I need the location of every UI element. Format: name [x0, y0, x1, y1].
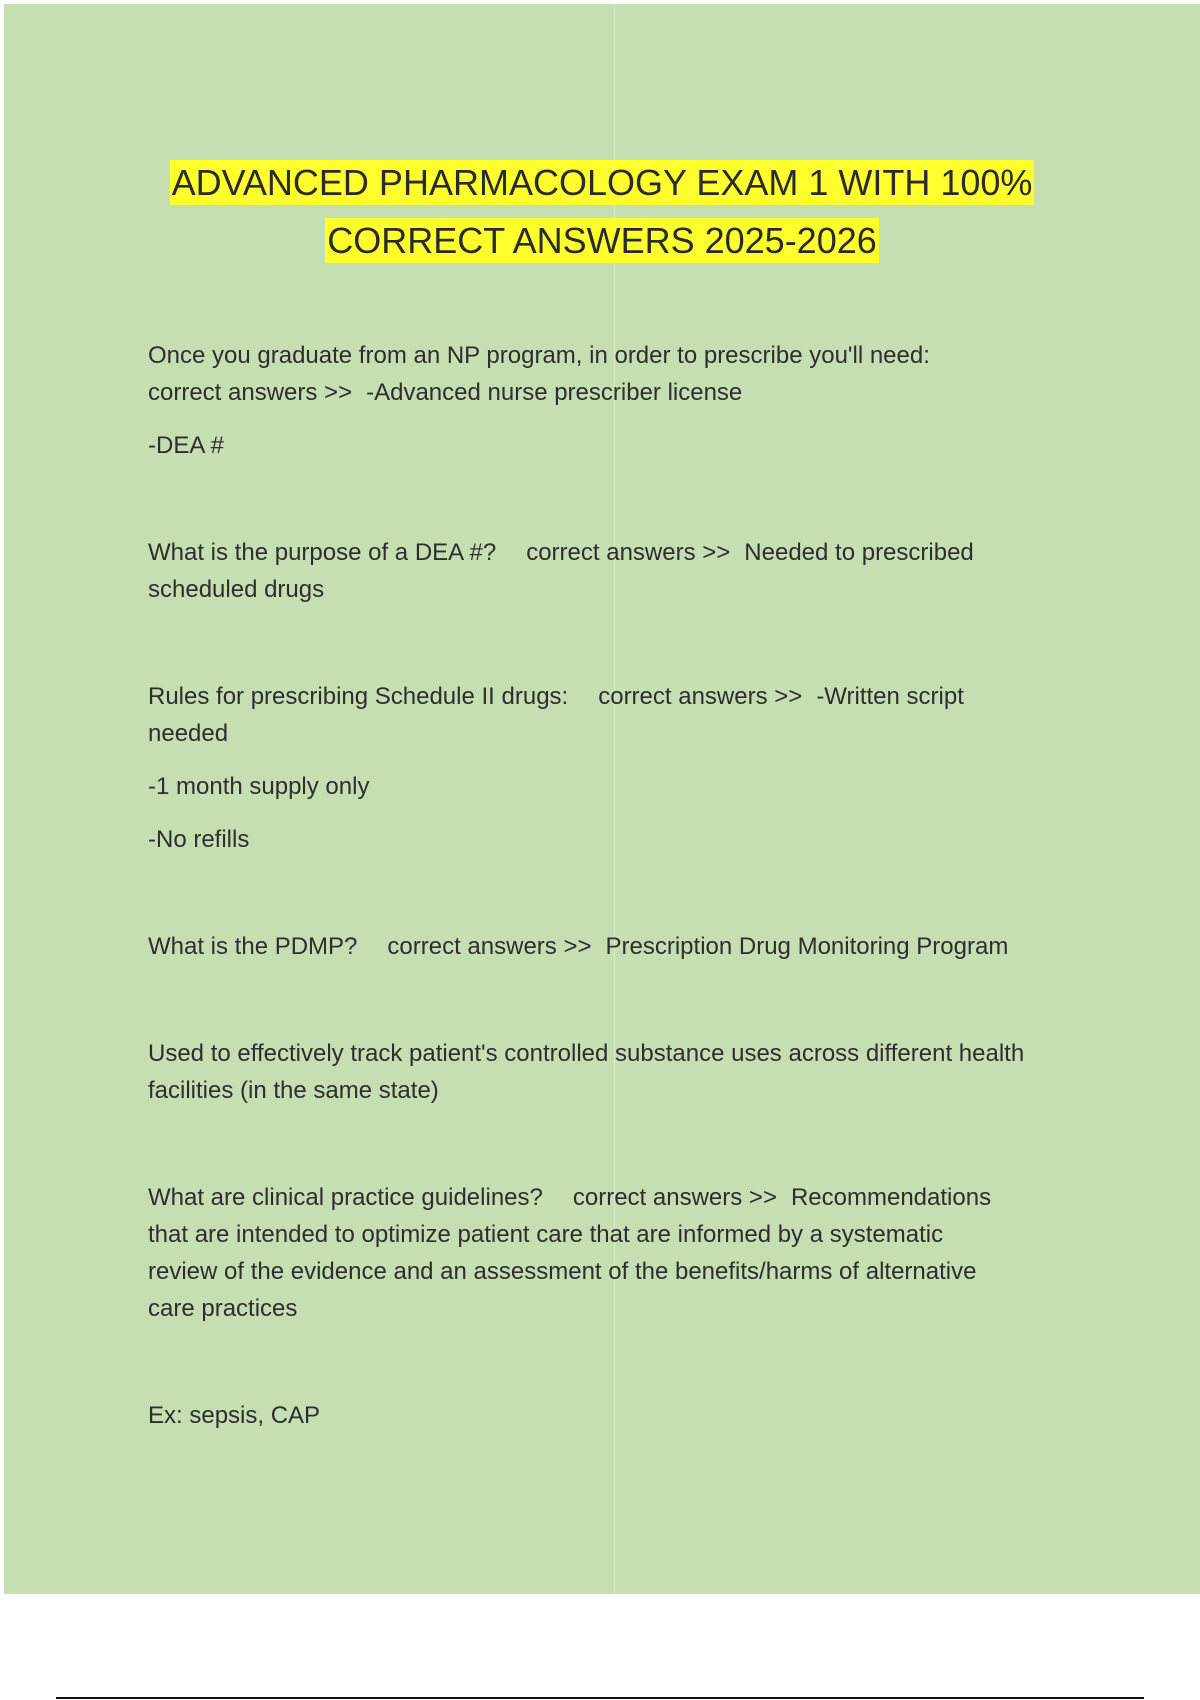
answer-marker: correct answers >>: [598, 683, 803, 710]
qa-5-answer-line-2: that are intended to optimize patient care that are informed by a systematic: [148, 1221, 944, 1248]
qa-5-answer-line-4: care practices: [148, 1295, 298, 1322]
qa-3: Rules for prescribing Schedule II drugs: correct answers >> -Written script: [148, 683, 964, 710]
qa-2-answer-cont: scheduled drugs: [148, 576, 325, 603]
pdmp-note-line-2: facilities (in the same state): [148, 1077, 439, 1104]
answer-marker: correct answers >>: [526, 539, 731, 566]
footer-rule: [56, 1697, 1144, 1699]
qa-1-extra-1: -DEA #: [148, 432, 225, 459]
document-page: [4, 4, 1200, 1594]
qa-1-question: Once you graduate from an NP program, in order to prescribe you'll need:: [148, 342, 930, 369]
answer-marker: correct answers >>: [572, 1184, 777, 1211]
pdmp-note-line-1: Used to effectively track patient's controlled substance uses across different health: [148, 1040, 1025, 1067]
title-line-1: ADVANCED PHARMACOLOGY EXAM 1 WITH 100%: [171, 162, 1033, 203]
qa-2: What is the purpose of a DEA #? correct answers >> Needed to prescribed: [148, 539, 974, 566]
qa-3-extra-2: -No refills: [148, 826, 250, 853]
example-line: Ex: sepsis, CAP: [148, 1402, 321, 1429]
answer-marker: correct answers >>: [148, 379, 353, 406]
qa-3-answer-cont: needed: [148, 720, 229, 747]
qa-4: What is the PDMP? correct answers >> Prescription Drug Monitoring Program: [148, 933, 1009, 960]
answer-marker: correct answers >>: [387, 933, 592, 960]
qa-1-answer: correct answers >> -Advanced nurse prescriber license: [148, 379, 743, 406]
title-line-2: CORRECT ANSWERS 2025-2026: [327, 220, 877, 261]
document-body: [148, 337, 1098, 1434]
qa-5-answer-line-3: review of the evidence and an assessment of the benefits/harms of alternative: [148, 1258, 977, 1285]
document-title: [4, 154, 1200, 270]
qa-5: What are clinical practice guidelines? correct answers >> Recommendations: [148, 1184, 992, 1211]
qa-3-extra-1: -1 month supply only: [148, 773, 370, 800]
